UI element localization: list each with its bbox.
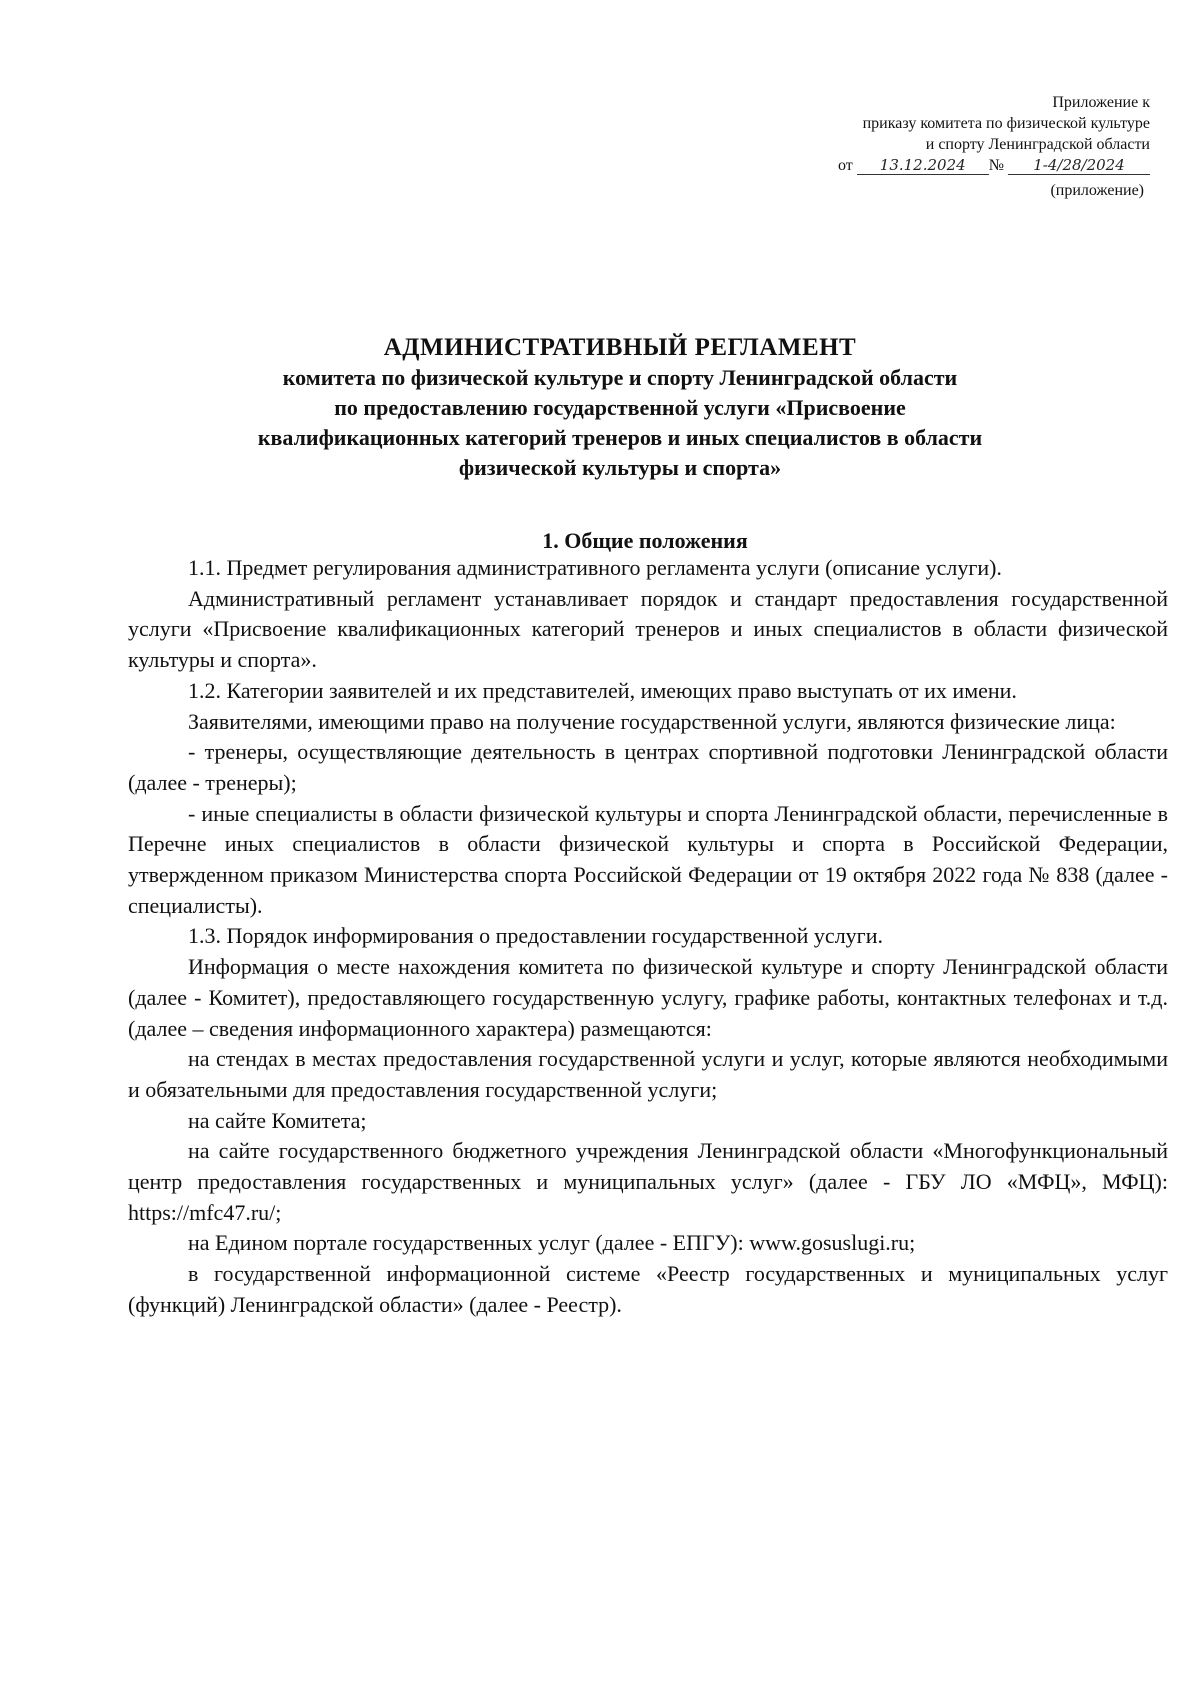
appendix-line-2: приказу комитета по физической культуре bbox=[862, 115, 1150, 132]
title-main: АДМИНИСТРАТИВНЫЙ РЕГЛАМЕНТ bbox=[383, 334, 857, 361]
paragraph: - иные специалисты в области физической культуры и спорта Ленинградской области, перечисленные в Перечне иных специалистов в области физической культуры и спорта в Российской Федерации, утвержденном приказом Министерства спорта Российской Федерации от 19 октября 2022 года № 838 (далее - специалисты). bbox=[128, 800, 1168, 918]
paragraph: 1.3. Порядок информирования о предоставлении государственной услуги. bbox=[188, 923, 883, 949]
paragraph: в государственной информационной системе «Реестр государственных и муниципальных услуг (функций) Ленинградской области» (далее - Реестр). bbox=[128, 1261, 1168, 1317]
paragraph: на сайте государственного бюджетного учреждения Ленинградской области «Многофункциональный центр предоставления государственных и муниципальных услуг» (далее - ГБУ ЛО «МФЦ», МФЦ): https://mfc47.ru/; bbox=[128, 1138, 1168, 1225]
document-title bbox=[120, 333, 1120, 483]
section-body bbox=[128, 553, 1168, 1321]
appendix-sub-note: (приложение) bbox=[1050, 182, 1144, 199]
title-line-4: квалификационных категорий тренеров и иных специалистов в области bbox=[257, 425, 983, 450]
paragraph: Административный регламент устанавливает порядок и стандарт предоставления государственной услуги «Присвоение квалификационных категорий тренеров и иных специалистов в области физической культуры и спорта». bbox=[128, 585, 1168, 673]
paragraph: 1.2. Категории заявителей и их представителей, имеющих право выступать от их имени. bbox=[188, 677, 1017, 703]
paragraph: на Едином портале государственных услуг (далее - ЕПГУ): www.gosuslugi.ru; bbox=[188, 1230, 916, 1256]
appendix-note bbox=[730, 92, 1150, 201]
handwritten-date: 13.12.2024 bbox=[857, 156, 989, 175]
title-line-5: физической культуры и спорта» bbox=[458, 455, 782, 480]
paragraph: на сайте Комитета; bbox=[188, 1107, 367, 1133]
appendix-date-number-line bbox=[730, 155, 1150, 176]
paragraph: на стендах в местах предоставления государственной услуги и услуг, которые являются необходимыми и обязательными для предоставления государственной услуги; bbox=[128, 1046, 1168, 1102]
paragraph: Информация о месте нахождения комитета по физической культуре и спорту Ленинградской области (далее - Комитет), предоставляющего государственную услугу, графике работы, контактных телефонах и т.д. (далее – сведения информационного характера) размещаются: bbox=[128, 954, 1168, 1041]
paragraph: Заявителями, имеющими право на получение государственной услуги, являются физические лица: bbox=[188, 708, 1116, 734]
paragraph: - тренеры, осуществляющие деятельность в центрах спортивной подготовки Ленинградской области (далее - тренеры); bbox=[128, 739, 1168, 795]
number-label: № bbox=[988, 157, 1004, 174]
section-heading: 1. Общие положения bbox=[542, 528, 748, 553]
title-line-2: комитета по физической культуре и спорту Ленинградской области bbox=[282, 365, 958, 390]
from-label: от bbox=[837, 157, 853, 174]
appendix-line-1: Приложение к bbox=[1052, 94, 1150, 111]
paragraph: 1.1. Предмет регулирования административного регламента услуги (описание услуги). bbox=[188, 555, 1002, 580]
handwritten-number: 1-4/28/2024 bbox=[1008, 156, 1150, 175]
appendix-line-3: и спорту Ленинградской области bbox=[925, 136, 1150, 153]
title-line-3: по предоставлению государственной услуги «Присвоение bbox=[334, 395, 906, 420]
